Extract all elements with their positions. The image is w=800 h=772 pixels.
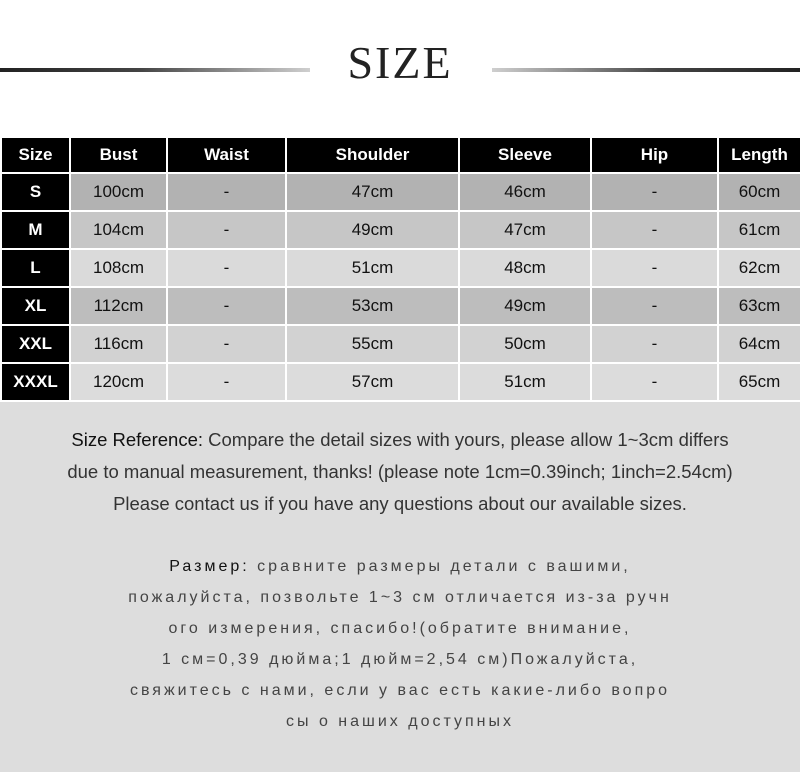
russian-size-note xyxy=(30,551,770,737)
shoulder-value: 55cm xyxy=(286,325,459,363)
waist-value: - xyxy=(167,325,286,363)
russian-lead: Размер: xyxy=(169,558,250,575)
waist-value: - xyxy=(167,249,286,287)
waist-value: - xyxy=(167,363,286,401)
bust-value: 104cm xyxy=(70,211,167,249)
sleeve-value: 50cm xyxy=(459,325,591,363)
column-header-size: Size xyxy=(1,137,70,173)
table-row xyxy=(1,211,800,249)
bust-value: 100cm xyxy=(70,173,167,211)
russian-line-5: свяжитесь с нами, если у вас есть какие-либо вопро xyxy=(129,682,671,699)
russian-line-3: ого измерения, спасибо!(обратите внимание, xyxy=(168,620,632,637)
table-row xyxy=(1,363,800,401)
table-header-row xyxy=(1,137,800,173)
hip-value: - xyxy=(591,211,718,249)
sleeve-value: 51cm xyxy=(459,363,591,401)
shoulder-value: 53cm xyxy=(286,287,459,325)
shoulder-value: 51cm xyxy=(286,249,459,287)
shoulder-value: 57cm xyxy=(286,363,459,401)
length-value: 60cm xyxy=(718,173,800,211)
waist-value: - xyxy=(167,211,286,249)
size-chart-table xyxy=(0,136,800,402)
length-value: 65cm xyxy=(718,363,800,401)
size-label: XXXL xyxy=(1,363,70,401)
reference-lead: Size Reference: xyxy=(71,429,203,450)
waist-value: - xyxy=(167,173,286,211)
russian-line-4: 1 см=0,39 дюйма;1 дюйм=2,54 см)Пожалуйста, xyxy=(161,651,639,668)
page-title: SIZE xyxy=(347,37,453,88)
table-row xyxy=(1,173,800,211)
column-header-bust: Bust xyxy=(70,137,167,173)
table-row xyxy=(1,249,800,287)
russian-line-6: сы о наших доступных xyxy=(286,713,514,730)
reference-line-2: due to manual measurement, thanks! (please note 1cm=0.39inch; 1inch=2.54cm) xyxy=(67,461,733,482)
bust-value: 120cm xyxy=(70,363,167,401)
shoulder-value: 47cm xyxy=(286,173,459,211)
column-header-length: Length xyxy=(718,137,800,173)
size-label: L xyxy=(1,249,70,287)
bust-value: 108cm xyxy=(70,249,167,287)
size-label: XL xyxy=(1,287,70,325)
size-label: XXL xyxy=(1,325,70,363)
sleeve-value: 47cm xyxy=(459,211,591,249)
hip-value: - xyxy=(591,363,718,401)
size-label: S xyxy=(1,173,70,211)
hip-value: - xyxy=(591,249,718,287)
table-row xyxy=(1,287,800,325)
table-row xyxy=(1,325,800,363)
length-value: 61cm xyxy=(718,211,800,249)
column-header-shoulder: Shoulder xyxy=(286,137,459,173)
header xyxy=(0,0,800,135)
sleeve-value: 46cm xyxy=(459,173,591,211)
length-value: 62cm xyxy=(718,249,800,287)
length-value: 64cm xyxy=(718,325,800,363)
decorative-rule-right xyxy=(492,68,800,72)
size-label: M xyxy=(1,211,70,249)
column-header-hip: Hip xyxy=(591,137,718,173)
russian-text: сравните размеры детали с вашими, xyxy=(249,558,631,575)
reference-line-3: Please contact us if you have any questions about our available sizes. xyxy=(113,493,687,514)
hip-value: - xyxy=(591,325,718,363)
russian-line-1 xyxy=(30,551,770,582)
bust-value: 116cm xyxy=(70,325,167,363)
reference-line-1 xyxy=(0,424,800,456)
sleeve-value: 48cm xyxy=(459,249,591,287)
bust-value: 112cm xyxy=(70,287,167,325)
column-header-sleeve: Sleeve xyxy=(459,137,591,173)
waist-value: - xyxy=(167,287,286,325)
russian-line-2: пожалуйста, позвольте 1~3 см отличается из-за ручн xyxy=(128,589,672,606)
shoulder-value: 49cm xyxy=(286,211,459,249)
length-value: 63cm xyxy=(718,287,800,325)
hip-value: - xyxy=(591,173,718,211)
size-reference-note xyxy=(0,424,800,520)
hip-value: - xyxy=(591,287,718,325)
reference-text: Compare the detail sizes with yours, please allow 1~3cm differs xyxy=(203,429,729,450)
sleeve-value: 49cm xyxy=(459,287,591,325)
column-header-waist: Waist xyxy=(167,137,286,173)
